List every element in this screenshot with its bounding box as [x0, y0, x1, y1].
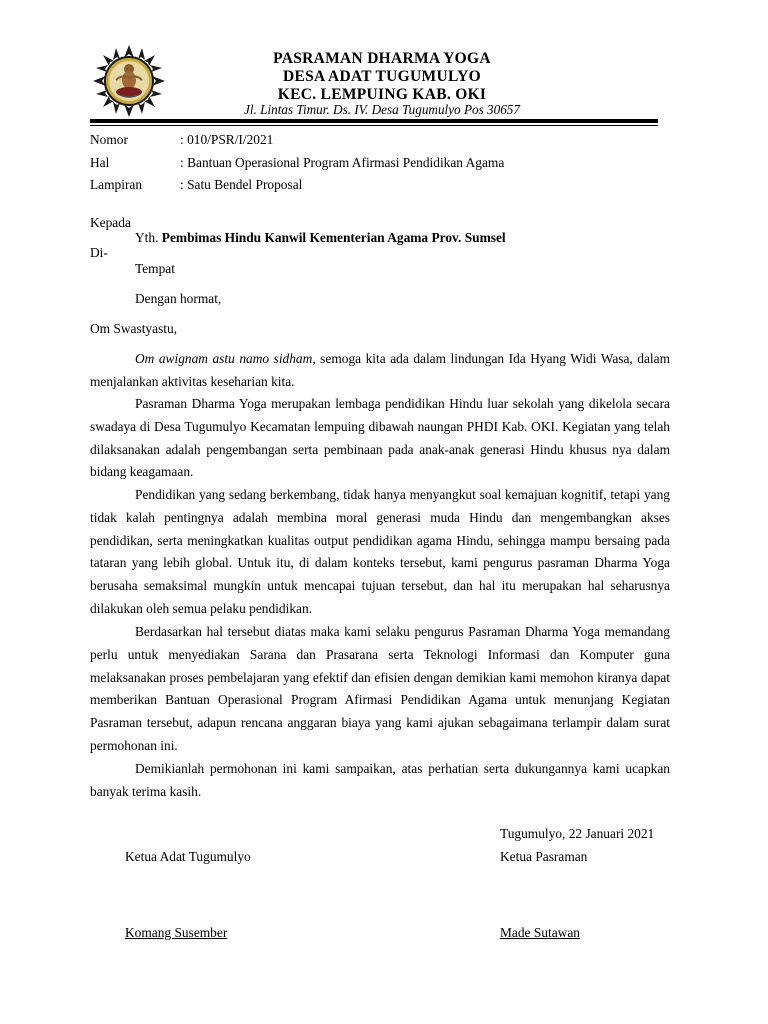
signer-left-title: Ketua Adat Tugumulyo: [125, 849, 251, 864]
letterhead-line-3: KEC. LEMPUING KAB. OKI: [277, 86, 487, 103]
letterhead-line-1: PASRAMAN DHARMA YOGA: [273, 50, 491, 67]
body-paragraph-4: [90, 621, 670, 758]
letterhead-address: Jl. Lintas Timur. Ds. IV. Desa Tugumulyo Pos 30657: [244, 102, 520, 117]
paragraph-5-text: Demikianlah permohonan ini kami sampaikan, atas perhatian serta dukungannya kami ucapkan banyak terima kasih.: [90, 761, 670, 799]
recipient-di: Di-: [90, 245, 108, 260]
salutation-hormat: Dengan hormat,: [135, 291, 222, 306]
meta-value-lampiran: : Satu Bendel Proposal: [180, 177, 303, 192]
body-paragraph-1: [90, 348, 670, 394]
meta-label-lampiran: Lampiran: [90, 177, 143, 192]
mantra-text: Om awignam astu namo sidham: [135, 351, 313, 366]
greeting: Om Swastyastu,: [90, 321, 178, 336]
paragraph-4-text: Berdasarkan hal tersebut diatas maka kami selaku pengurus Pasraman Dharma Yoga memandang perlu untuk menyediakan Sarana dan Prasarana serta Teknologi Informasi dan Komputer guna melaksanakan proses pembelajaran yang efektif dan efisien dengan demikian kami memohon kiranya dapat memberikan Bantuan Operasional Program Afirmasi Pendidikan Agama untuk menunjang Kegiatan Pasraman tersebut, adapun rencana anggaran biaya yang kami ajukan sebagaimana terlampir dalam surat permohonan ini.: [90, 624, 670, 753]
meta-value-hal: : Bantuan Operasional Program Afirmasi Pendidikan Agama: [180, 155, 505, 170]
pasraman-logo: [92, 44, 166, 118]
paragraph-2-text: Pasraman Dharma Yoga merupakan lembaga pendidikan Hindu luar sekolah yang dikelola secara swadaya di Desa Tugumulyo Kecamatan lempuing dibawah naungan PHDI Kab. OKI. Kegiatan yang telah dilaksanakan adalah pengembangan serta pembinaan pada anak-anak generasi Hindu khusus nya dalam bidang keagamaan.: [90, 396, 670, 480]
letterhead-line-2: DESA ADAT TUGUMULYO: [282, 68, 482, 85]
signer-right-name: Made Sutawan: [500, 925, 580, 940]
meta-value-nomor: : 010/PSR/I/2021: [180, 132, 274, 147]
recipient-name: Pembimas Hindu Kanwil Kementerian Agama Prov. Sumsel: [161, 230, 506, 245]
letterhead-divider-thick: [90, 119, 658, 123]
paragraph-3-text: Pendidikan yang sedang berkembang, tidak hanya menyangkut soal kemajuan kognitif, tetapi yang tidak kalah pentingnya adalah membina moral generasi muda Hindu dan mengembangkan akses pendidikan, serta meningkatkan kualitas output pendidikan agama Hindu, sehingga mampu bersaing pada tataran yang lebih global. Untuk itu, di dalam konteks tersebut, kami pengurus pasraman Dharma Yoga berusaha semaksimal mungkin untuk mencapai tujuan tersebut, dan hal itu merupakan hal seharusnya dilakukan oleh semua pelaku pendidikan.: [90, 487, 670, 616]
recipient-kepada: Kepada: [90, 215, 131, 230]
body-paragraph-2: [90, 393, 670, 484]
recipient-yth: Yth.: [135, 230, 159, 245]
body-paragraph-3: [90, 484, 670, 621]
recipient-line: [135, 230, 506, 246]
place-date: Tugumulyo, 22 Januari 2021: [500, 826, 655, 841]
letterhead-divider-thin: [90, 125, 658, 126]
signer-left-name: Komang Susember: [125, 925, 228, 940]
body-paragraph-5: [90, 758, 670, 804]
hindu-deity-emblem-icon: [92, 44, 166, 118]
signer-right-title: Ketua Pasraman: [500, 849, 588, 864]
meta-label-nomor: Nomor: [90, 132, 128, 147]
meta-label-hal: Hal: [90, 155, 110, 170]
paragraph-1-text: , semoga kita ada dalam lindungan Ida Hyang Widi Wasa, dalam menjalankan aktivitas keseharian kita.: [90, 351, 670, 389]
recipient-tempat: Tempat: [135, 261, 175, 276]
